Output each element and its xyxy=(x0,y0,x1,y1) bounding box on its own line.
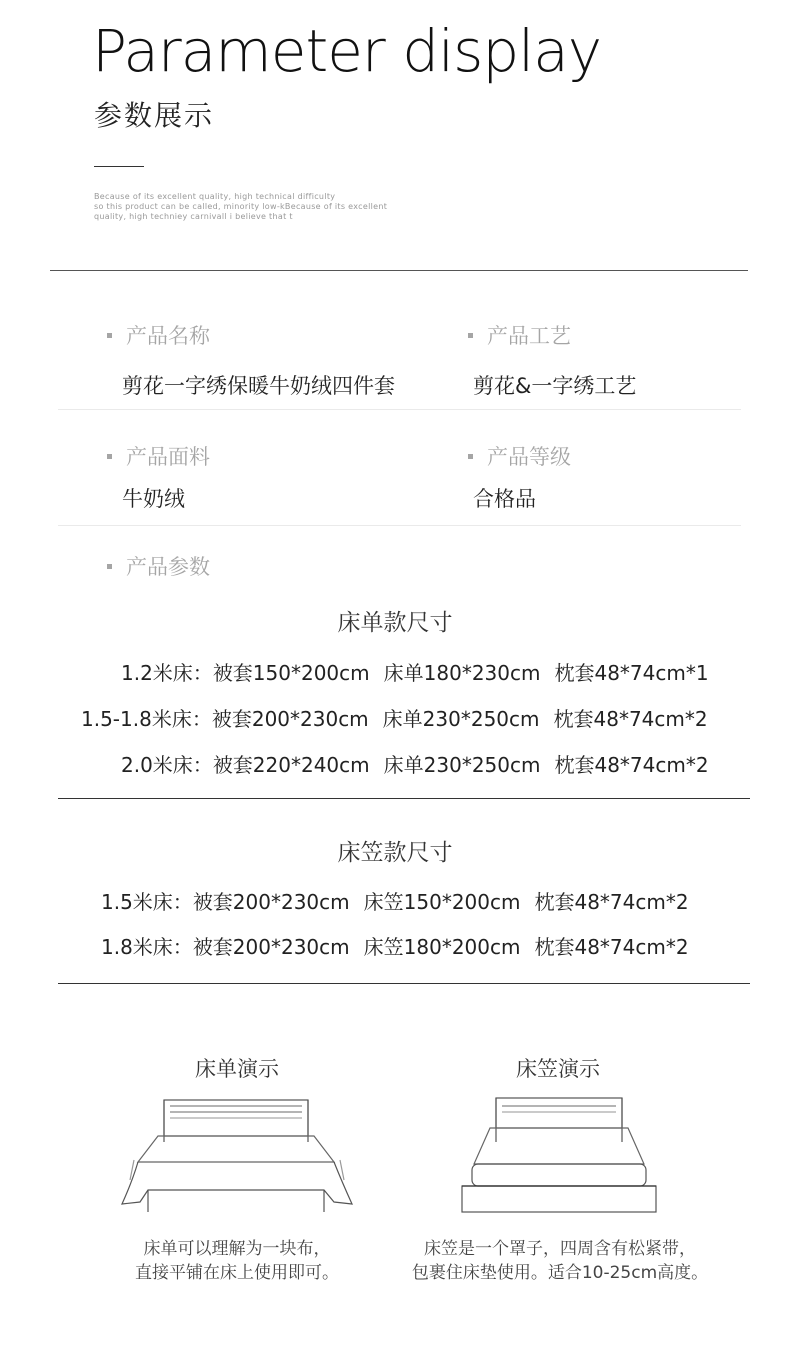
param-value-fabric: 牛奶绒 xyxy=(122,487,185,511)
section-divider xyxy=(58,798,750,799)
fitted-size-row: 1.8米床：被套200*230cm 床笠180*200cm 枕套48*74cm*2 xyxy=(101,935,689,959)
bullet-icon xyxy=(107,333,112,338)
sheet-sizes-title: 床单款尺寸 xyxy=(337,610,453,636)
bullet-icon xyxy=(107,454,112,459)
bullet-icon xyxy=(468,333,473,338)
desc-line: 床笠是一个罩子，四周含有松紧带， xyxy=(424,1239,696,1259)
section-divider xyxy=(50,270,748,271)
tagline-line: so this product can be called, minority low-kBecause of its excellent xyxy=(94,202,388,211)
fitted-size-row: 1.5米床：被套200*230cm 床笠150*200cm 枕套48*74cm*2 xyxy=(101,890,689,914)
sheet-size-row: 1.5-1.8米床：被套200*230cm 床单230*250cm 枕套48*74cm*2 xyxy=(81,707,708,731)
param-label-process: 产品工艺 xyxy=(468,320,571,350)
fitted-sheet-bed-icon xyxy=(454,1092,664,1216)
title-underline xyxy=(94,166,144,167)
desc-line: 直接平铺在床上使用即可。 xyxy=(135,1263,339,1283)
page-title-en: Parameter display xyxy=(92,17,602,85)
desc-line: 包裹住床垫使用。适合10-25cm高度。 xyxy=(411,1263,709,1283)
bullet-icon xyxy=(468,454,473,459)
flat-sheet-bed-icon xyxy=(112,1092,362,1216)
param-label-fabric: 产品面料 xyxy=(107,441,210,471)
param-value-product-name: 剪花一字绣保暖牛奶绒四件套 xyxy=(122,374,395,398)
page-title-cn: 参数展示 xyxy=(94,99,215,132)
sheet-demo-title: 床单演示 xyxy=(195,1057,279,1081)
param-label-product-name: 产品名称 xyxy=(107,320,210,350)
param-value-grade: 合格品 xyxy=(473,487,536,511)
row-divider xyxy=(58,409,741,410)
tagline-line: Because of its excellent quality, high technical difficulty xyxy=(94,192,336,201)
bullet-icon xyxy=(107,564,112,569)
param-label-grade: 产品等级 xyxy=(468,441,571,471)
param-value-process: 剪花&一字绣工艺 xyxy=(473,374,637,398)
fitted-demo-title: 床笠演示 xyxy=(516,1057,600,1081)
tagline-line: quality, high techniey carnivall i believe that t xyxy=(94,212,293,221)
section-divider xyxy=(58,983,750,984)
row-divider xyxy=(58,525,741,526)
fitted-sizes-title: 床笠款尺寸 xyxy=(337,840,453,866)
fitted-demo-desc xyxy=(380,1237,740,1285)
sheet-size-row: 2.0米床：被套220*240cm 床单230*250cm 枕套48*74cm*2 xyxy=(121,753,709,777)
sheet-demo-desc xyxy=(57,1237,417,1285)
sheet-size-row: 1.2米床：被套150*200cm 床单180*230cm 枕套48*74cm*1 xyxy=(121,661,709,685)
param-label-spec: 产品参数 xyxy=(107,551,210,581)
desc-line: 床单可以理解为一块布， xyxy=(143,1239,331,1259)
tagline xyxy=(94,192,454,222)
